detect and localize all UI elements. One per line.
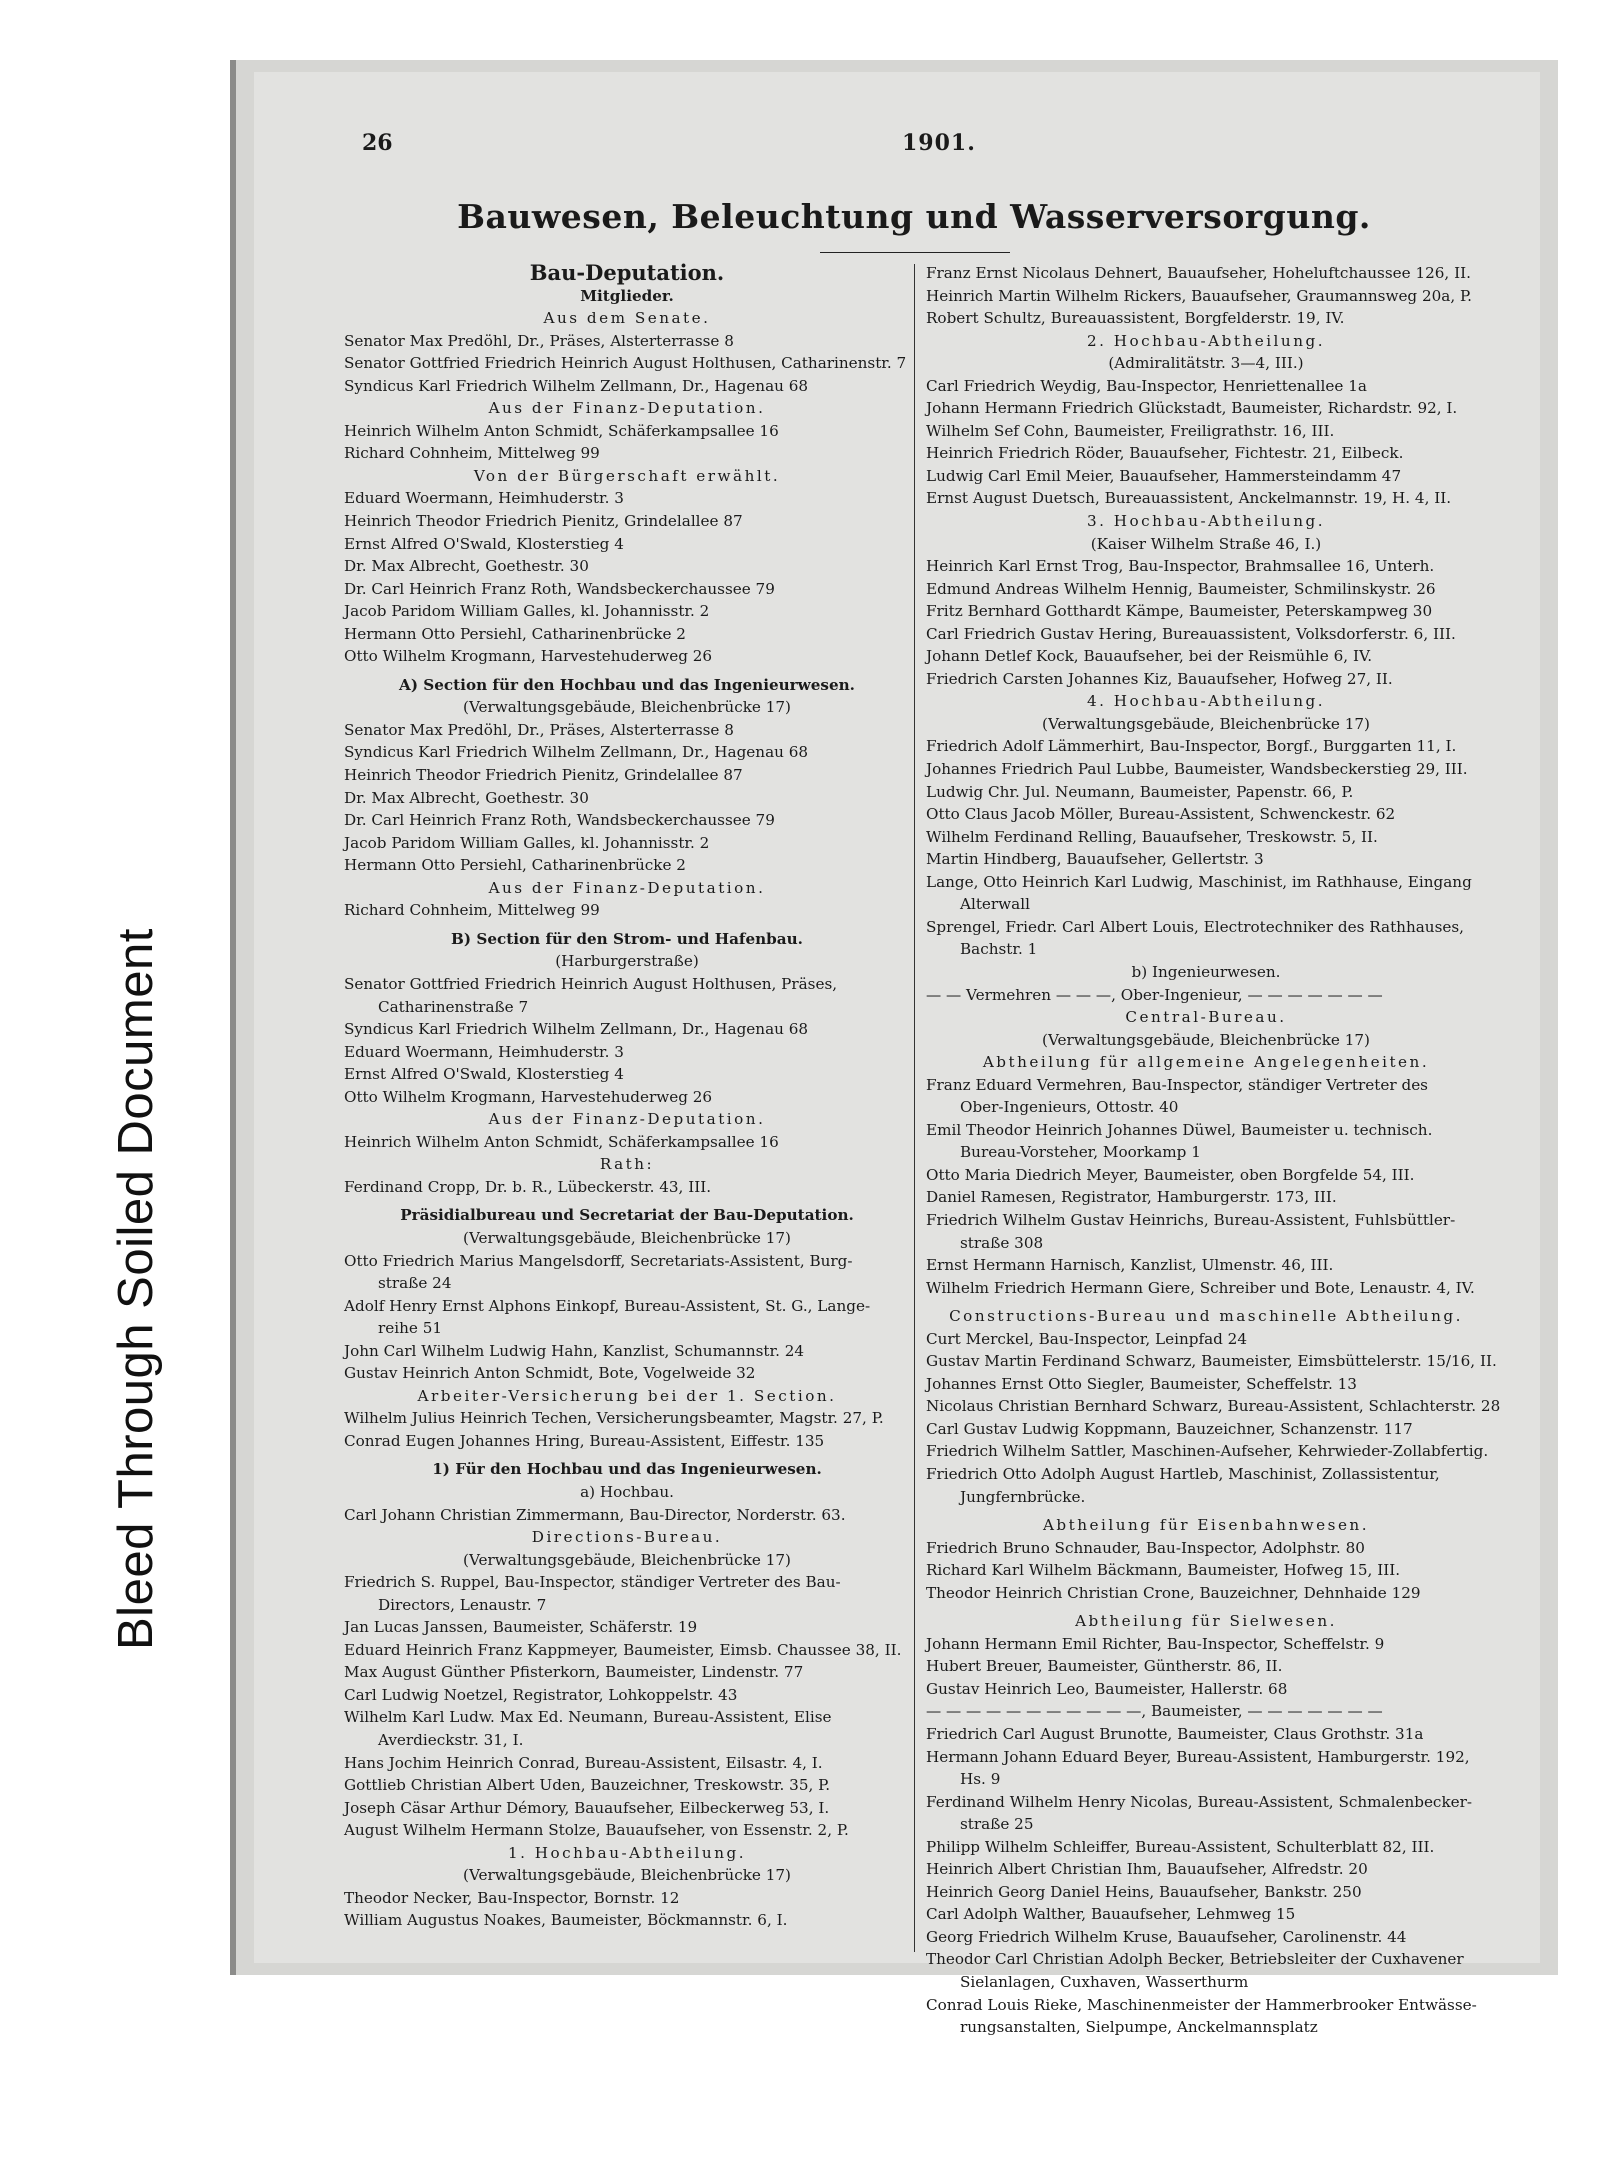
directory-entry: Hermann Otto Persiehl, Catharinenbrücke 2 xyxy=(344,624,686,643)
directory-entry: Wilhelm Friedrich Hermann Giere, Schreiber und Bote, Lenaustr. 4, IV. xyxy=(926,1278,1475,1297)
directory-entry: Ludwig Chr. Jul. Neumann, Baumeister, Papenstr. 66, P. xyxy=(926,782,1354,801)
directory-entry: John Carl Wilhelm Ludwig Hahn, Kanzlist, Schumannstr. 24 xyxy=(344,1341,805,1360)
section-heading: 4. Hochbau-Abtheilung. xyxy=(1086,692,1326,711)
directory-entry: Hubert Breuer, Baumeister, Güntherstr. 86, II. xyxy=(926,1657,1283,1676)
section-subheading: (Verwaltungsgebäude, Bleichenbrücke 17) xyxy=(463,1228,791,1247)
directory-entry: Hans Jochim Heinrich Conrad, Bureau-Assistent, Eilsastr. 4, I. xyxy=(344,1753,823,1772)
directory-entry: Robert Schultz, Bureauassistent, Borgfelderstr. 19, IV. xyxy=(926,309,1345,328)
directory-entry: Wilhelm Julius Heinrich Techen, Versicherungsbeamter, Magstr. 27, P. xyxy=(344,1409,884,1428)
directory-entry: — — Vermehren — — —, Ober-Ingenieur, — — — — — — — xyxy=(926,985,1383,1004)
section-subheading: b) Ingenieurwesen. xyxy=(1131,962,1281,981)
left-column xyxy=(344,262,910,1932)
directory-entry: Friedrich Adolf Lämmerhirt, Bau-Inspector, Borgf., Burggarten 11, I. xyxy=(926,737,1457,756)
directory-entry: Heinrich Karl Ernst Trog, Bau-Inspector, Brahmsallee 16, Unterh. xyxy=(926,557,1435,576)
directory-entry: Dr. Max Albrecht, Goethestr. 30 xyxy=(344,788,589,807)
section-heading: Aus der Finanz-Deputation. xyxy=(488,399,766,418)
directory-entry: Franz Ernst Nicolaus Dehnert, Bauaufseher, Hoheluftchaussee 126, II. xyxy=(926,264,1471,282)
section-subheading: (Verwaltungsgebäude, Bleichenbrücke 17) xyxy=(1042,714,1370,733)
section-heading: Abtheilung für Eisenbahnwesen. xyxy=(1042,1516,1370,1535)
directory-entry: Dr. Max Albrecht, Goethestr. 30 xyxy=(344,557,589,576)
page-title: Bauwesen, Beleuchtung und Wasserversorgung. xyxy=(457,197,1371,236)
section-heading: 3. Hochbau-Abtheilung. xyxy=(1086,512,1326,531)
entry-continuation: Bureau-Vorsteher, Moorkamp 1 xyxy=(960,1143,1201,1162)
section-heading: Aus der Finanz-Deputation. xyxy=(488,878,766,897)
right-column xyxy=(926,262,1501,2039)
directory-entry: Carl Adolph Walther, Bauaufseher, Lehmweg 15 xyxy=(926,1905,1296,1924)
directory-entry: Otto Claus Jacob Möller, Bureau-Assistent, Schwenckestr. 62 xyxy=(926,805,1396,824)
directory-entry: Ernst Alfred O'Swald, Klosterstieg 4 xyxy=(344,534,624,553)
section-subheading: (Kaiser Wilhelm Straße 46, I.) xyxy=(1090,534,1322,553)
directory-entry: Curt Merckel, Bau-Inspector, Leinpfad 24 xyxy=(926,1329,1247,1348)
entry-continuation: Directors, Lenaustr. 7 xyxy=(378,1595,547,1614)
directory-entry: Nicolaus Christian Bernhard Schwarz, Bureau-Assistent, Schlachterstr. 28 xyxy=(926,1397,1501,1416)
section-heading: 1. Hochbau-Abtheilung. xyxy=(507,1843,747,1862)
section-subheading: (Verwaltungsgebäude, Bleichenbrücke 17) xyxy=(463,698,791,717)
directory-entry: Eduard Woermann, Heimhuderstr. 3 xyxy=(344,1042,624,1061)
section-subheading: (Verwaltungsgebäude, Bleichenbrücke 17) xyxy=(463,1866,791,1885)
directory-entry: Emil Theodor Heinrich Johannes Düwel, Baumeister u. technisch. xyxy=(926,1120,1433,1139)
directory-entry: Otto Wilhelm Krogmann, Harvestehuderweg 26 xyxy=(344,1087,713,1106)
page-number: 26 xyxy=(362,130,393,156)
directory-entry: Ernst August Duetsch, Bureauassistent, Anckelmannstr. 19, H. 4, II. xyxy=(926,489,1452,508)
section-heading: Bau-Deputation. xyxy=(529,260,725,285)
directory-entry: Sprengel, Friedr. Carl Albert Louis, Electrotechniker des Rathhauses, xyxy=(926,917,1464,936)
directory-entry: Eduard Heinrich Franz Kappmeyer, Baumeister, Eimsb. Chaussee 38, II. xyxy=(344,1640,902,1659)
entry-continuation: Catharinenstraße 7 xyxy=(378,997,529,1016)
directory-entry: Johannes Friedrich Paul Lubbe, Baumeister, Wandsbeckerstieg 29, III. xyxy=(926,760,1468,779)
section-heading: Directions-Bureau. xyxy=(531,1528,723,1547)
entry-continuation: Alterwall xyxy=(960,895,1030,914)
directory-entry: Philipp Wilhelm Schleiffer, Bureau-Assistent, Schulterblatt 82, III. xyxy=(926,1837,1435,1856)
directory-entry: Friedrich Carsten Johannes Kiz, Bauaufseher, Hofweg 27, II. xyxy=(926,669,1393,688)
section-heading: Abtheilung für allgemeine Angelegenheiten. xyxy=(982,1053,1430,1072)
entry-continuation: reihe 51 xyxy=(378,1319,443,1338)
directory-entry: Friedrich Carl August Brunotte, Baumeister, Claus Grothstr. 31a xyxy=(926,1725,1424,1743)
directory-entry: Dr. Carl Heinrich Franz Roth, Wandsbeckerchaussee 79 xyxy=(344,811,775,830)
directory-entry: Carl Friedrich Weydig, Bau-Inspector, Henriettenallee 1a xyxy=(926,376,1367,395)
directory-entry: Ernst Alfred O'Swald, Klosterstieg 4 xyxy=(344,1065,624,1084)
section-subheading: (Verwaltungsgebäude, Bleichenbrücke 17) xyxy=(1042,1030,1370,1049)
directory-entry: Dr. Carl Heinrich Franz Roth, Wandsbeckerchaussee 79 xyxy=(344,579,775,598)
directory-entry: Ferdinand Wilhelm Henry Nicolas, Bureau-Assistent, Schmalenbecker- xyxy=(926,1792,1473,1811)
directory-entry: Heinrich Wilhelm Anton Schmidt, Schäferkampsallee 16 xyxy=(344,421,779,440)
entry-continuation: Hs. 9 xyxy=(960,1770,1001,1789)
directory-entry: Jan Lucas Janssen, Baumeister, Schäferstr. 19 xyxy=(344,1618,698,1637)
directory-entry: Syndicus Karl Friedrich Wilhelm Zellmann, Dr., Hagenau 68 xyxy=(344,1020,809,1039)
directory-entry: Senator Gottfried Friedrich Heinrich August Holthusen, Catharinenstr. 7 xyxy=(344,354,907,373)
directory-entry: Heinrich Albert Christian Ihm, Bauaufseher, Alfredstr. 20 xyxy=(926,1860,1368,1879)
directory-entry: Johann Hermann Emil Richter, Bau-Inspector, Scheffelstr. 9 xyxy=(926,1634,1385,1653)
directory-entry: Theodor Heinrich Christian Crone, Bauzeichner, Dehnhaide 129 xyxy=(926,1583,1421,1602)
column-divider xyxy=(914,264,915,1952)
directory-entry: Jacob Paridom William Galles, kl. Johannisstr. 2 xyxy=(344,833,710,852)
directory-entry: Carl Johann Christian Zimmermann, Bau-Director, Norderstr. 63. xyxy=(344,1505,846,1524)
directory-entry: Eduard Woermann, Heimhuderstr. 3 xyxy=(344,489,624,508)
entry-continuation: Bachstr. 1 xyxy=(960,940,1038,959)
entry-continuation: Jungfernbrücke. xyxy=(960,1487,1086,1506)
section-subheading: (Harburgerstraße) xyxy=(555,952,699,971)
directory-entry: Senator Max Predöhl, Dr., Präses, Alsterterrasse 8 xyxy=(344,331,734,350)
section-heading: 1) Für den Hochbau und das Ingenieurwesen. xyxy=(432,1460,822,1479)
entry-continuation: straße 24 xyxy=(378,1274,452,1293)
directory-entry: Friedrich Wilhelm Sattler, Maschinen-Aufseher, Kehrwieder-Zollabfertig. xyxy=(926,1442,1489,1461)
directory-entry: Johann Detlef Kock, Bauaufseher, bei der Reismühle 6, IV. xyxy=(926,647,1373,666)
directory-entry: Fritz Bernhard Gotthardt Kämpe, Baumeister, Peterskampweg 30 xyxy=(926,602,1433,621)
section-heading: Von der Bürgerschaft erwählt. xyxy=(473,466,781,485)
directory-entry: Heinrich Wilhelm Anton Schmidt, Schäferkampsallee 16 xyxy=(344,1132,779,1151)
directory-entry: Gustav Martin Ferdinand Schwarz, Baumeister, Eimsbüttelerstr. 15/16, II. xyxy=(926,1352,1497,1371)
section-heading: Aus dem Senate. xyxy=(543,309,711,328)
scanned-page xyxy=(230,60,1558,2037)
section-heading: Mitglieder. xyxy=(580,286,674,305)
directory-entry: Wilhelm Ferdinand Relling, Bauaufseher, Treskowstr. 5, II. xyxy=(926,827,1378,846)
directory-entry: Carl Friedrich Gustav Hering, Bureauassistent, Volksdorferstr. 6, III. xyxy=(926,624,1456,643)
section-heading: Rath: xyxy=(599,1155,655,1174)
directory-entry: — — — — — — — — — — —, Baumeister, — — — — — — — xyxy=(926,1702,1383,1721)
directory-entry: Richard Cohnheim, Mittelweg 99 xyxy=(344,444,600,463)
section-heading: Präsidialbureau und Secretariat der Bau-Deputation. xyxy=(400,1206,854,1225)
directory-entry: Theodor Carl Christian Adolph Becker, Betriebsleiter der Cuxhavener xyxy=(926,1950,1464,1969)
directory-entry: Richard Karl Wilhelm Bäckmann, Baumeister, Hofweg 15, III. xyxy=(926,1561,1401,1580)
section-subheading: (Verwaltungsgebäude, Bleichenbrücke 17) xyxy=(463,1550,791,1569)
entry-continuation: straße 25 xyxy=(960,1815,1034,1834)
directory-entry: Theodor Necker, Bau-Inspector, Bornstr. 12 xyxy=(344,1888,680,1907)
page-paper xyxy=(254,72,1540,2037)
directory-entry: Senator Max Predöhl, Dr., Präses, Alsterterrasse 8 xyxy=(344,720,734,739)
directory-entry: Friedrich S. Ruppel, Bau-Inspector, ständiger Vertreter des Bau- xyxy=(344,1573,841,1592)
directory-entry: Franz Eduard Vermehren, Bau-Inspector, ständiger Vertreter des xyxy=(926,1075,1428,1094)
directory-entry: Jacob Paridom William Galles, kl. Johannisstr. 2 xyxy=(344,602,710,621)
directory-entry: Heinrich Theodor Friedrich Pienitz, Grindelallee 87 xyxy=(344,512,743,531)
bleed-through-stamp: Bleed Through Soiled Document xyxy=(109,928,163,1650)
directory-entry: August Wilhelm Hermann Stolze, Bauaufseher, von Essenstr. 2, P. xyxy=(344,1821,849,1840)
directory-entry: Wilhelm Karl Ludw. Max Ed. Neumann, Bureau-Assistent, Elise xyxy=(344,1708,832,1727)
directory-entry: Friedrich Otto Adolph August Hartleb, Maschinist, Zollassistentur, xyxy=(926,1464,1440,1483)
directory-entry: Carl Gustav Ludwig Koppmann, Bauzeichner, Schanzenstr. 117 xyxy=(926,1419,1413,1438)
directory-entry: Senator Gottfried Friedrich Heinrich August Holthusen, Präses, xyxy=(344,974,838,993)
section-heading: Abtheilung für Sielwesen. xyxy=(1075,1612,1337,1631)
page-year: 1901. xyxy=(902,130,976,156)
directory-entry: Daniel Ramesen, Registrator, Hamburgerstr. 173, III. xyxy=(926,1188,1337,1207)
directory-entry: Friedrich Bruno Schnauder, Bau-Inspector, Adolphstr. 80 xyxy=(926,1538,1365,1557)
directory-entry: Joseph Cäsar Arthur Démory, Bauaufseher, Eilbeckerweg 53, I. xyxy=(344,1798,830,1817)
section-subheading: (Admiralitätstr. 3—4, III.) xyxy=(1108,354,1304,373)
directory-entry: Ernst Hermann Harnisch, Kanzlist, Ulmenstr. 46, III. xyxy=(926,1256,1334,1275)
section-subheading: a) Hochbau. xyxy=(580,1482,674,1501)
title-rule xyxy=(820,252,1010,253)
section-heading: Constructions-Bureau und maschinelle Abtheilung. xyxy=(949,1307,1463,1326)
directory-entry: Richard Cohnheim, Mittelweg 99 xyxy=(344,901,600,920)
directory-entry: Heinrich Theodor Friedrich Pienitz, Grindelallee 87 xyxy=(344,766,743,785)
directory-entry: Carl Ludwig Noetzel, Registrator, Lohkoppelstr. 43 xyxy=(344,1685,738,1704)
entry-continuation: straße 308 xyxy=(960,1233,1044,1252)
entry-continuation: Averdieckstr. 31, I. xyxy=(378,1731,524,1749)
directory-entry: Edmund Andreas Wilhelm Hennig, Baumeister, Schmilinskystr. 26 xyxy=(926,579,1436,598)
entry-continuation: rungsanstalten, Sielpumpe, Anckelmannsplatz xyxy=(960,2018,1318,2037)
directory-entry: William Augustus Noakes, Baumeister, Böckmannstr. 6, I. xyxy=(344,1911,788,1930)
directory-entry: Georg Friedrich Wilhelm Kruse, Bauaufseher, Carolinenstr. 44 xyxy=(926,1927,1407,1946)
directory-entry: Hermann Johann Eduard Beyer, Bureau-Assistent, Hamburgerstr. 192, xyxy=(926,1747,1470,1766)
directory-entry: Johannes Ernst Otto Siegler, Baumeister, Scheffelstr. 13 xyxy=(926,1374,1357,1393)
directory-entry: Syndicus Karl Friedrich Wilhelm Zellmann, Dr., Hagenau 68 xyxy=(344,376,809,395)
entry-continuation: Ober-Ingenieurs, Ottostr. 40 xyxy=(960,1098,1179,1117)
directory-entry: Heinrich Friedrich Röder, Bauaufseher, Fichtestr. 21, Eilbeck. xyxy=(926,444,1404,463)
section-heading: B) Section für den Strom- und Hafenbau. xyxy=(451,929,803,948)
section-heading: Central-Bureau. xyxy=(1125,1008,1287,1027)
directory-entry: Conrad Eugen Johannes Hring, Bureau-Assistent, Eiffestr. 135 xyxy=(344,1431,825,1450)
directory-entry: Otto Maria Diedrich Meyer, Baumeister, oben Borgfelde 54, III. xyxy=(926,1165,1415,1184)
directory-entry: Hermann Otto Persiehl, Catharinenbrücke 2 xyxy=(344,856,686,875)
directory-entry: Conrad Louis Rieke, Maschinenmeister der Hammerbrooker Entwässe- xyxy=(926,1995,1477,2014)
directory-entry: Friedrich Wilhelm Gustav Heinrichs, Bureau-Assistent, Fuhlsbüttler- xyxy=(926,1210,1456,1229)
section-heading: Aus der Finanz-Deputation. xyxy=(488,1110,766,1129)
entry-continuation: Sielanlagen, Cuxhaven, Wasserthurm xyxy=(960,1973,1249,1992)
directory-entry: Ferdinand Cropp, Dr. b. R., Lübeckerstr. 43, III. xyxy=(344,1177,712,1196)
directory-entry: Heinrich Georg Daniel Heins, Bauaufseher, Bankstr. 250 xyxy=(926,1882,1362,1901)
directory-entry: Johann Hermann Friedrich Glückstadt, Baumeister, Richardstr. 92, I. xyxy=(926,399,1458,418)
directory-entry: Adolf Henry Ernst Alphons Einkopf, Bureau-Assistent, St. G., Lange- xyxy=(344,1296,871,1315)
directory-entry: Gottlieb Christian Albert Uden, Bauzeichner, Treskowstr. 35, P. xyxy=(344,1776,831,1795)
directory-entry: Otto Friedrich Marius Mangelsdorff, Secretariats-Assistent, Burg- xyxy=(344,1251,853,1270)
directory-entry: Syndicus Karl Friedrich Wilhelm Zellmann, Dr., Hagenau 68 xyxy=(344,743,809,762)
directory-entry: Gustav Heinrich Anton Schmidt, Bote, Vogelweide 32 xyxy=(344,1364,756,1383)
section-heading: 2. Hochbau-Abtheilung. xyxy=(1086,331,1326,350)
section-heading: A) Section für den Hochbau und das Ingenieurwesen. xyxy=(399,675,855,694)
directory-entry: Ludwig Carl Emil Meier, Bauaufseher, Hammersteindamm 47 xyxy=(926,466,1402,485)
directory-entry: Wilhelm Sef Cohn, Baumeister, Freiligrathstr. 16, III. xyxy=(926,421,1335,440)
directory-entry: Max August Günther Pfisterkorn, Baumeister, Lindenstr. 77 xyxy=(344,1663,804,1682)
section-heading: Arbeiter-Versicherung bei der 1. Section. xyxy=(417,1386,837,1405)
directory-entry: Otto Wilhelm Krogmann, Harvestehuderweg 26 xyxy=(344,647,713,666)
directory-entry: Heinrich Martin Wilhelm Rickers, Bauaufseher, Graumannsweg 20a, P. xyxy=(926,286,1472,305)
directory-entry: Martin Hindberg, Bauaufseher, Gellertstr. 3 xyxy=(926,850,1264,869)
directory-entry: Gustav Heinrich Leo, Baumeister, Hallerstr. 68 xyxy=(926,1679,1288,1698)
directory-entry: Lange, Otto Heinrich Karl Ludwig, Maschinist, im Rathhause, Eingang xyxy=(926,872,1472,891)
